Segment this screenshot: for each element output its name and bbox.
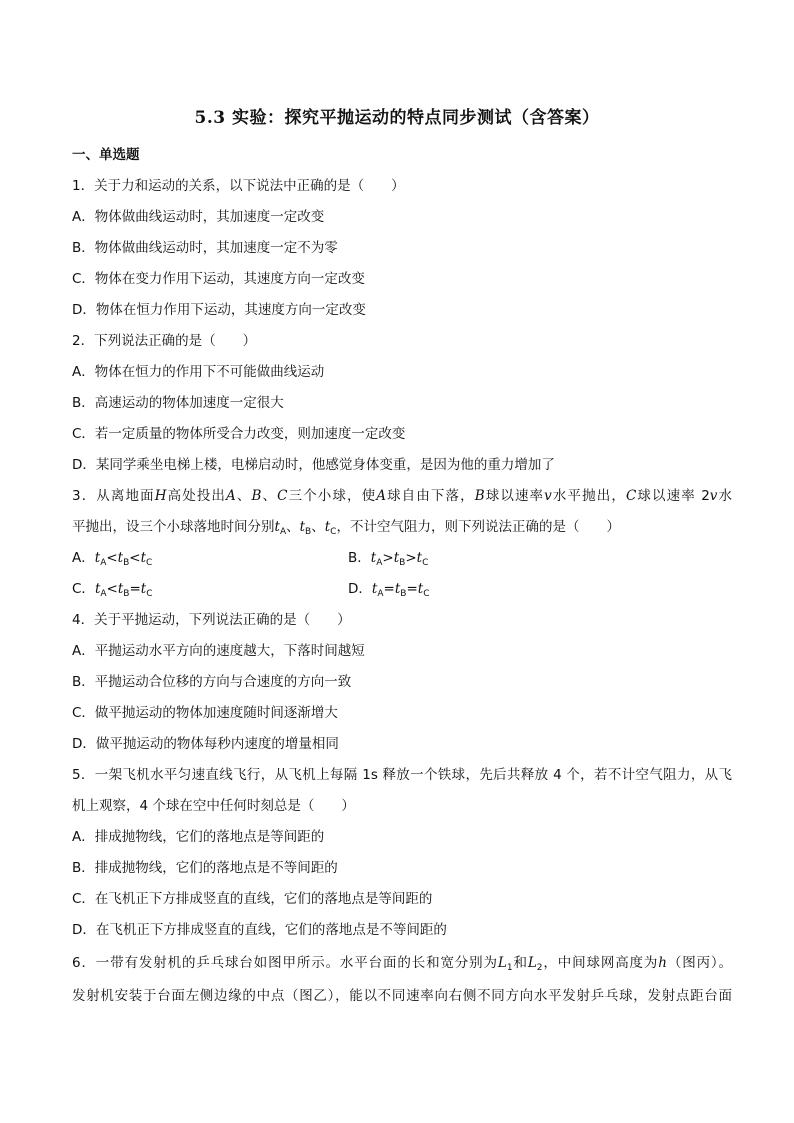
page-title: 5.3 实验：探究平抛运动的特点同步测试（含答案）	[194, 108, 600, 128]
q3-stem-line1: 3．从离地面H高处投出A、B、C三个小球，使A球自由下落，B球以速率v水平抛出，C球以速率 2v水	[72, 488, 733, 504]
q6-stem-line1: 6．一带有发射机的乒乓球台如图甲所示。水平台面的长和宽分别为$L_1$和$L_2$，中间球网高度为h（图丙）。	[72, 955, 733, 973]
q1-option-b: B．物体做曲线运动时，其加速度一定不为零	[72, 240, 338, 256]
q3-option-a: A．$t_A<t_B<t_C$	[72, 550, 153, 568]
q3-option-b: B．$t_A>t_B>t_C$	[348, 550, 429, 568]
q4-option-a: A．平抛运动水平方向的速度越大，下落时间越短	[72, 643, 365, 659]
q2-option-a: A．物体在恒力的作用下不可能做曲线运动	[72, 364, 325, 380]
q6-stem-line2: 发射机安装于台面左侧边缘的中点（图乙），能以不同速率向右侧不同方向水平发射乒乓球，发射点距台面	[72, 988, 732, 1004]
q2-option-c: C．若一定质量的物体所受合力改变，则加速度一定改变	[72, 426, 406, 442]
q4-option-b: B．平抛运动合位移的方向与合速度的方向一致	[72, 674, 352, 690]
q5-stem-line2: 机上观察，4 个球在空中任何时刻总是（ ）	[72, 798, 355, 814]
q4-option-c: C．做平抛运动的物体加速度随时间逐渐增大	[72, 705, 338, 721]
q4-stem: 4．关于平抛运动，下列说法正确的是（ ）	[72, 612, 351, 628]
q5-option-d: D．在飞机正下方排成竖直的直线，它们的落地点是不等间距的	[72, 922, 447, 938]
q2-option-d: D．某同学乘坐电梯上楼，电梯启动时，他感觉身体变重，是因为他的重力增加了	[72, 457, 555, 473]
q2-option-b: B．高速运动的物体加速度一定很大	[72, 395, 284, 411]
q1-option-c: C．物体在变力作用下运动，其速度方向一定改变	[72, 271, 365, 287]
q4-option-d: D．做平抛运动的物体每秒内速度的增量相同	[72, 736, 339, 752]
q5-stem-line1: 5．一架飞机水平匀速直线飞行，从飞机上每隔 1s 释放一个铁球，先后共释放 4 个，若不计空气阻力，从飞	[72, 767, 732, 783]
q5-option-b: B．排成抛物线，它们的落地点是不等间距的	[72, 860, 338, 876]
q1-option-d: D．物体在恒力作用下运动，其速度方向一定改变	[72, 302, 366, 318]
q3-option-d: D．$t_A=t_B=t_C$	[348, 581, 430, 599]
q5-option-a: A．排成抛物线，它们的落地点是等间距的	[72, 829, 325, 845]
q5-option-c: C．在飞机正下方排成竖直的直线，它们的落地点是等间距的	[72, 891, 433, 907]
q3-option-c: C．$t_A<t_B=t_C$	[72, 581, 153, 599]
section-heading: 一、单选题	[72, 147, 140, 163]
q1-stem: 1．关于力和运动的关系，以下说法中正确的是（ ）	[72, 178, 405, 194]
q1-option-a: A．物体做曲线运动时，其加速度一定改变	[72, 209, 325, 225]
q3-stem-line2: 平抛出，设三个小球落地时间分别$t_A$、$t_B$、$t_C$，不计空气阻力，则下列说法正确的是（ ）	[72, 519, 620, 537]
q2-stem: 2．下列说法正确的是（ ）	[72, 333, 257, 349]
